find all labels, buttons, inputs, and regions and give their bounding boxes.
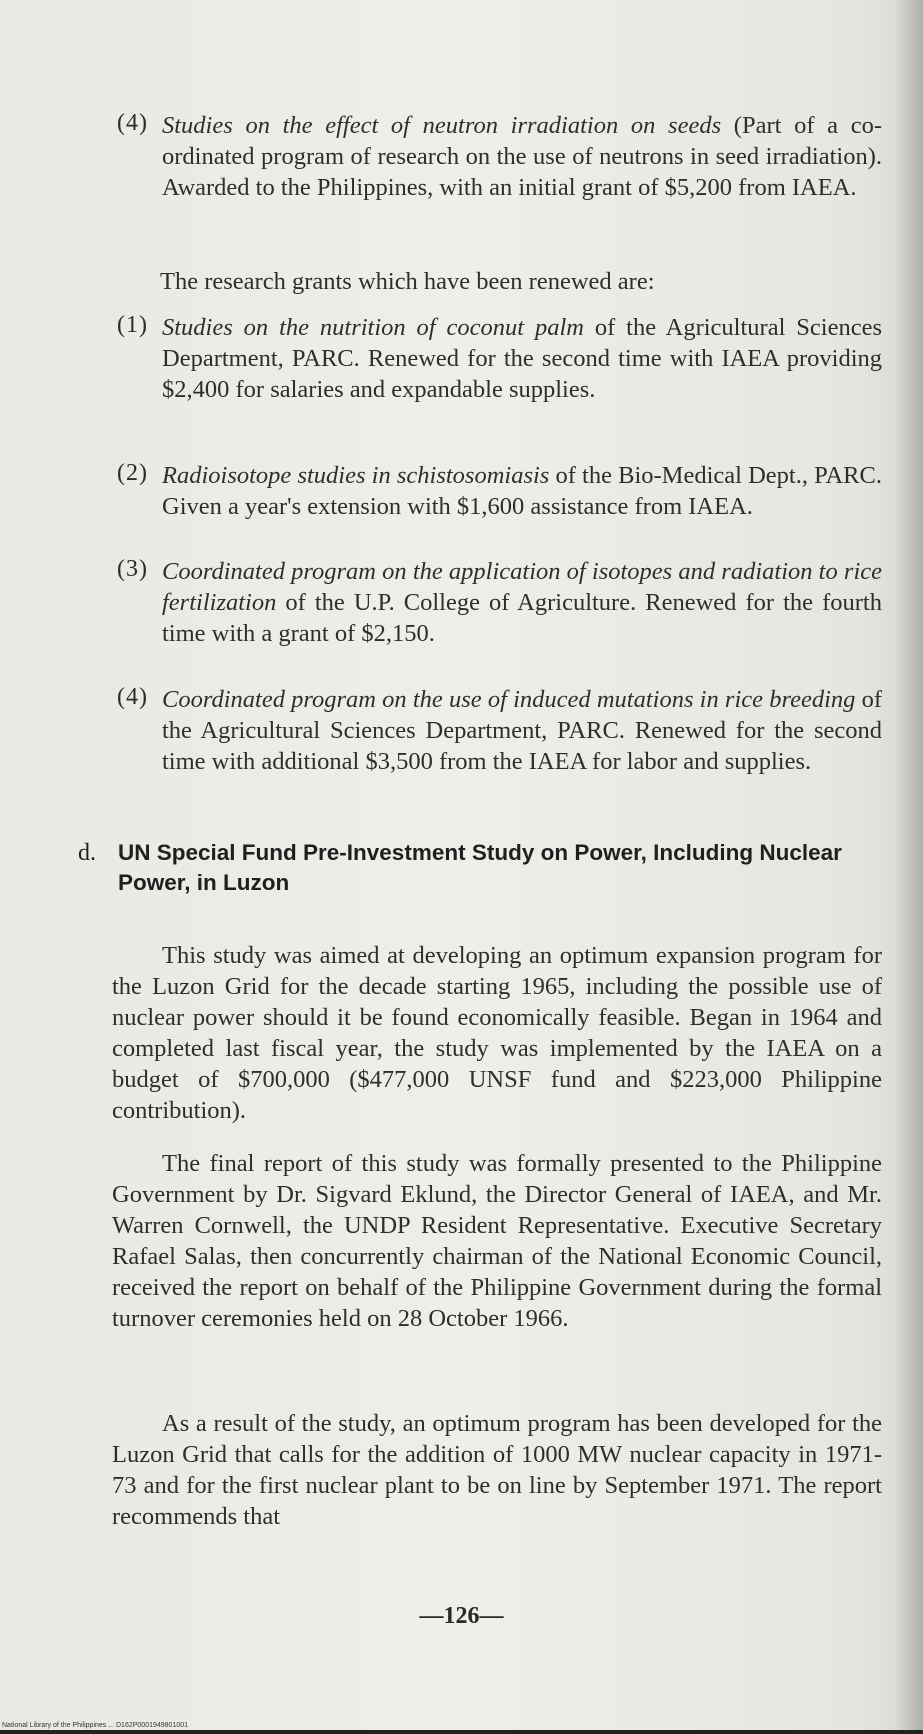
renewed-intro-block bbox=[162, 266, 882, 297]
item-text: (Part of a co-ordinated program of research on the use of neutrons in seed irradiation). Awarded to the Philippines, with an initial grant of $5,200 from IAEA. bbox=[162, 112, 882, 201]
body-paragraph bbox=[112, 940, 882, 1126]
section-heading bbox=[78, 838, 888, 898]
item-number: (4) bbox=[117, 684, 148, 710]
item-title: Radioisotope studies in schistosomiasis bbox=[162, 462, 550, 489]
item-text: of the Agricultural Sciences Department, PARC. Renewed for the second time with IAEA providing $2,400 for salaries and expandable supplies. bbox=[162, 314, 882, 403]
list-item bbox=[117, 556, 882, 649]
item-number: (1) bbox=[117, 312, 148, 338]
paragraph-text: As a result of the study, an optimum program has been developed for the Luzon Grid that calls for the addition of 1000 MW nuclear capacity in 1971-73 and for the first nuclear plant to be on line by September 1971. The report recommends that bbox=[112, 1410, 882, 1530]
item-title: Coordinated program on the use of induced mutations in rice breeding bbox=[162, 686, 856, 713]
item-text: of the Agricultural Sciences Department, PARC. Renewed for the second time with additional $3,500 from the IAEA for labor and supplies. bbox=[162, 686, 882, 775]
list-item bbox=[117, 460, 882, 522]
section-title: UN Special Fund Pre-Investment Study on Power, Including Nuclear Power, in Luzon bbox=[118, 840, 842, 895]
item-number: (3) bbox=[117, 556, 148, 582]
item-paragraph bbox=[162, 684, 882, 777]
item-title: Studies on the nutrition of coconut palm bbox=[162, 314, 584, 341]
footer-text: National Library of the Philippines ... D162P0001949801001 bbox=[2, 1722, 189, 1729]
page-number: —126— bbox=[419, 1603, 504, 1629]
item-paragraph bbox=[162, 460, 882, 522]
renewed-intro: The research grants which have been renewed are: bbox=[160, 268, 655, 295]
paragraph-text: This study was aimed at developing an optimum expansion program for the Luzon Grid for the decade starting 1965, including the possible use of nuclear power should it be found economically feasible. Began in 1964 and completed last fiscal year, the study was implemented by the IAEA on a budget of $700,000 ($477,000 UNSF fund and $223,000 Philippine contribution). bbox=[112, 942, 882, 1124]
item-paragraph bbox=[162, 556, 882, 649]
item-title: Coordinated program on the application of isotopes and radiation to rice fertilization bbox=[162, 558, 882, 616]
page-edge-shadow bbox=[895, 0, 923, 1734]
section-letter: d. bbox=[78, 840, 96, 866]
item-text: of the Bio-Medical Dept., PARC. Given a year's extension with $1,600 assistance from IAEA. bbox=[162, 462, 882, 520]
paragraph-text: The final report of this study was formally presented to the Philippine Government by Dr. Sigvard Eklund, the Director General of IAEA, and Mr. Warren Cornwell, the UNDP Resident Representative. Executive Secretary Rafael Salas, then concurrently chairman of the National Economic Council, received the report on behalf of the Philippine Government during the formal turnover ceremonies held on 28 October 1966. bbox=[112, 1150, 882, 1332]
list-item bbox=[117, 110, 882, 203]
list-item bbox=[117, 684, 882, 777]
item-number: (2) bbox=[117, 460, 148, 486]
item-paragraph bbox=[162, 312, 882, 405]
item-title: Studies on the effect of neutron irradiation on seeds bbox=[162, 112, 722, 139]
item-paragraph bbox=[162, 110, 882, 203]
footer-bar bbox=[0, 1730, 923, 1734]
list-item bbox=[117, 312, 882, 405]
body-paragraph bbox=[112, 1148, 882, 1334]
item-number: (4) bbox=[117, 110, 148, 136]
body-paragraph bbox=[112, 1408, 882, 1532]
item-text: of the U.P. College of Agriculture. Renewed for the fourth time with a grant of $2,150. bbox=[162, 589, 882, 647]
